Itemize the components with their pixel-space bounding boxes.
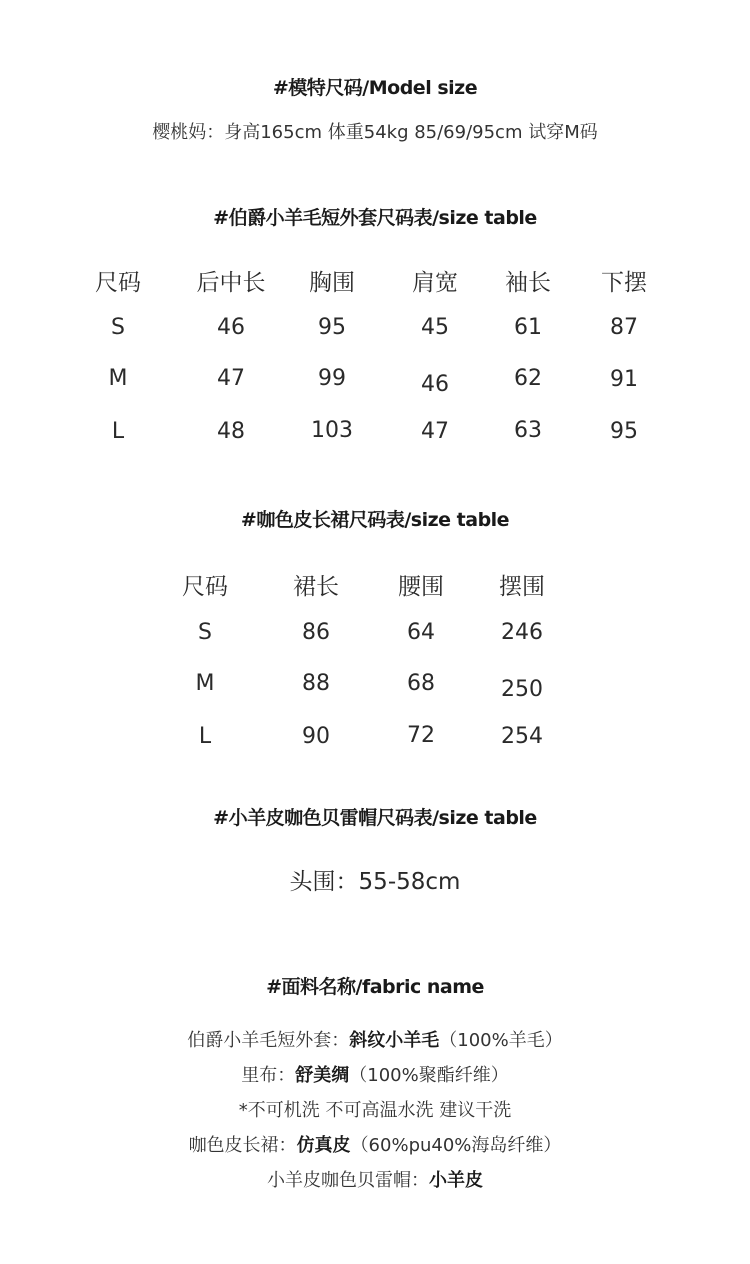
table-cell: 45	[421, 315, 449, 340]
fabric-material: 舒美绸	[295, 1065, 350, 1086]
fabric-line-jacket	[0, 1026, 750, 1052]
table-cell: 246	[501, 620, 543, 645]
table-header-cell: 裙长	[293, 574, 339, 600]
table-cell: 91	[610, 367, 638, 392]
fabric-composition: （60%pu40%海岛纤维）	[350, 1135, 562, 1156]
skirt-size-heading: #咖色皮长裙尺码表/size table	[240, 509, 510, 531]
fabric-heading: #面料名称/fabric name	[266, 976, 484, 998]
fabric-item-label: 咖色皮长裙：	[188, 1135, 297, 1156]
table-cell: 90	[302, 724, 330, 749]
table-header-cell: 肩宽	[412, 270, 458, 296]
table-cell: 62	[514, 366, 542, 391]
table-cell: 254	[501, 724, 543, 749]
table-cell: M	[108, 366, 128, 391]
table-cell: L	[198, 724, 212, 749]
table-cell: 68	[407, 671, 435, 696]
table-cell: 250	[501, 677, 543, 702]
table-cell: 63	[514, 418, 542, 443]
fabric-line-hat	[0, 1166, 750, 1192]
table-cell: 64	[407, 620, 435, 645]
table-header-cell: 下摆	[601, 270, 647, 296]
table-cell: L	[111, 419, 125, 444]
care-text: *不可机洗 不可高温水洗 建议干洗	[238, 1100, 512, 1121]
table-cell: 46	[217, 315, 245, 340]
fabric-line-skirt	[0, 1131, 750, 1157]
table-cell: 95	[318, 315, 346, 340]
fabric-material: 小羊皮	[429, 1170, 483, 1191]
table-header-cell: 后中长	[196, 270, 266, 296]
table-header-cell: 袖长	[505, 270, 551, 296]
table-cell: 95	[610, 419, 638, 444]
fabric-composition: （100%聚酯纤维）	[349, 1065, 509, 1086]
table-cell: M	[195, 671, 215, 696]
table-cell: S	[111, 315, 125, 340]
fabric-item-label: 伯爵小羊毛短外套：	[187, 1030, 350, 1051]
table-cell: 72	[407, 723, 435, 748]
fabric-material: 仿真皮	[296, 1135, 351, 1156]
table-header-cell: 尺码	[95, 270, 141, 296]
fabric-material: 斜纹小羊毛	[349, 1030, 440, 1051]
table-cell: 46	[421, 372, 449, 397]
table-header-cell: 胸围	[309, 270, 355, 296]
table-header-cell: 尺码	[182, 574, 228, 600]
model-size-heading: #模特尺码/Model size	[272, 77, 478, 99]
care-instructions	[0, 1096, 750, 1122]
fabric-item-label: 小羊皮咖色贝雷帽：	[267, 1170, 429, 1191]
fabric-item-label: 里布：	[241, 1065, 296, 1086]
model-size-info: 樱桃妈：身高165cm 体重54kg 85/69/95cm 试穿M码	[152, 122, 598, 143]
hat-head-circumference: 头围：55-58cm	[289, 869, 461, 895]
table-cell: S	[198, 620, 212, 645]
table-cell: 48	[217, 419, 245, 444]
table-cell: 61	[514, 315, 542, 340]
table-cell: 87	[610, 315, 638, 340]
fabric-line-lining	[0, 1061, 750, 1087]
table-cell: 47	[421, 419, 449, 444]
jacket-size-heading: #伯爵小羊毛短外套尺码表/size table	[213, 207, 537, 229]
table-cell: 86	[302, 620, 330, 645]
table-header-cell: 腰围	[398, 574, 444, 600]
table-cell: 47	[217, 366, 245, 391]
table-cell: 103	[311, 418, 353, 443]
hat-size-heading: #小羊皮咖色贝雷帽尺码表/size table	[213, 807, 537, 829]
table-cell: 99	[318, 366, 346, 391]
table-cell: 88	[302, 671, 330, 696]
table-header-cell: 摆围	[499, 574, 545, 600]
fabric-composition: （100%羊毛）	[439, 1030, 563, 1051]
